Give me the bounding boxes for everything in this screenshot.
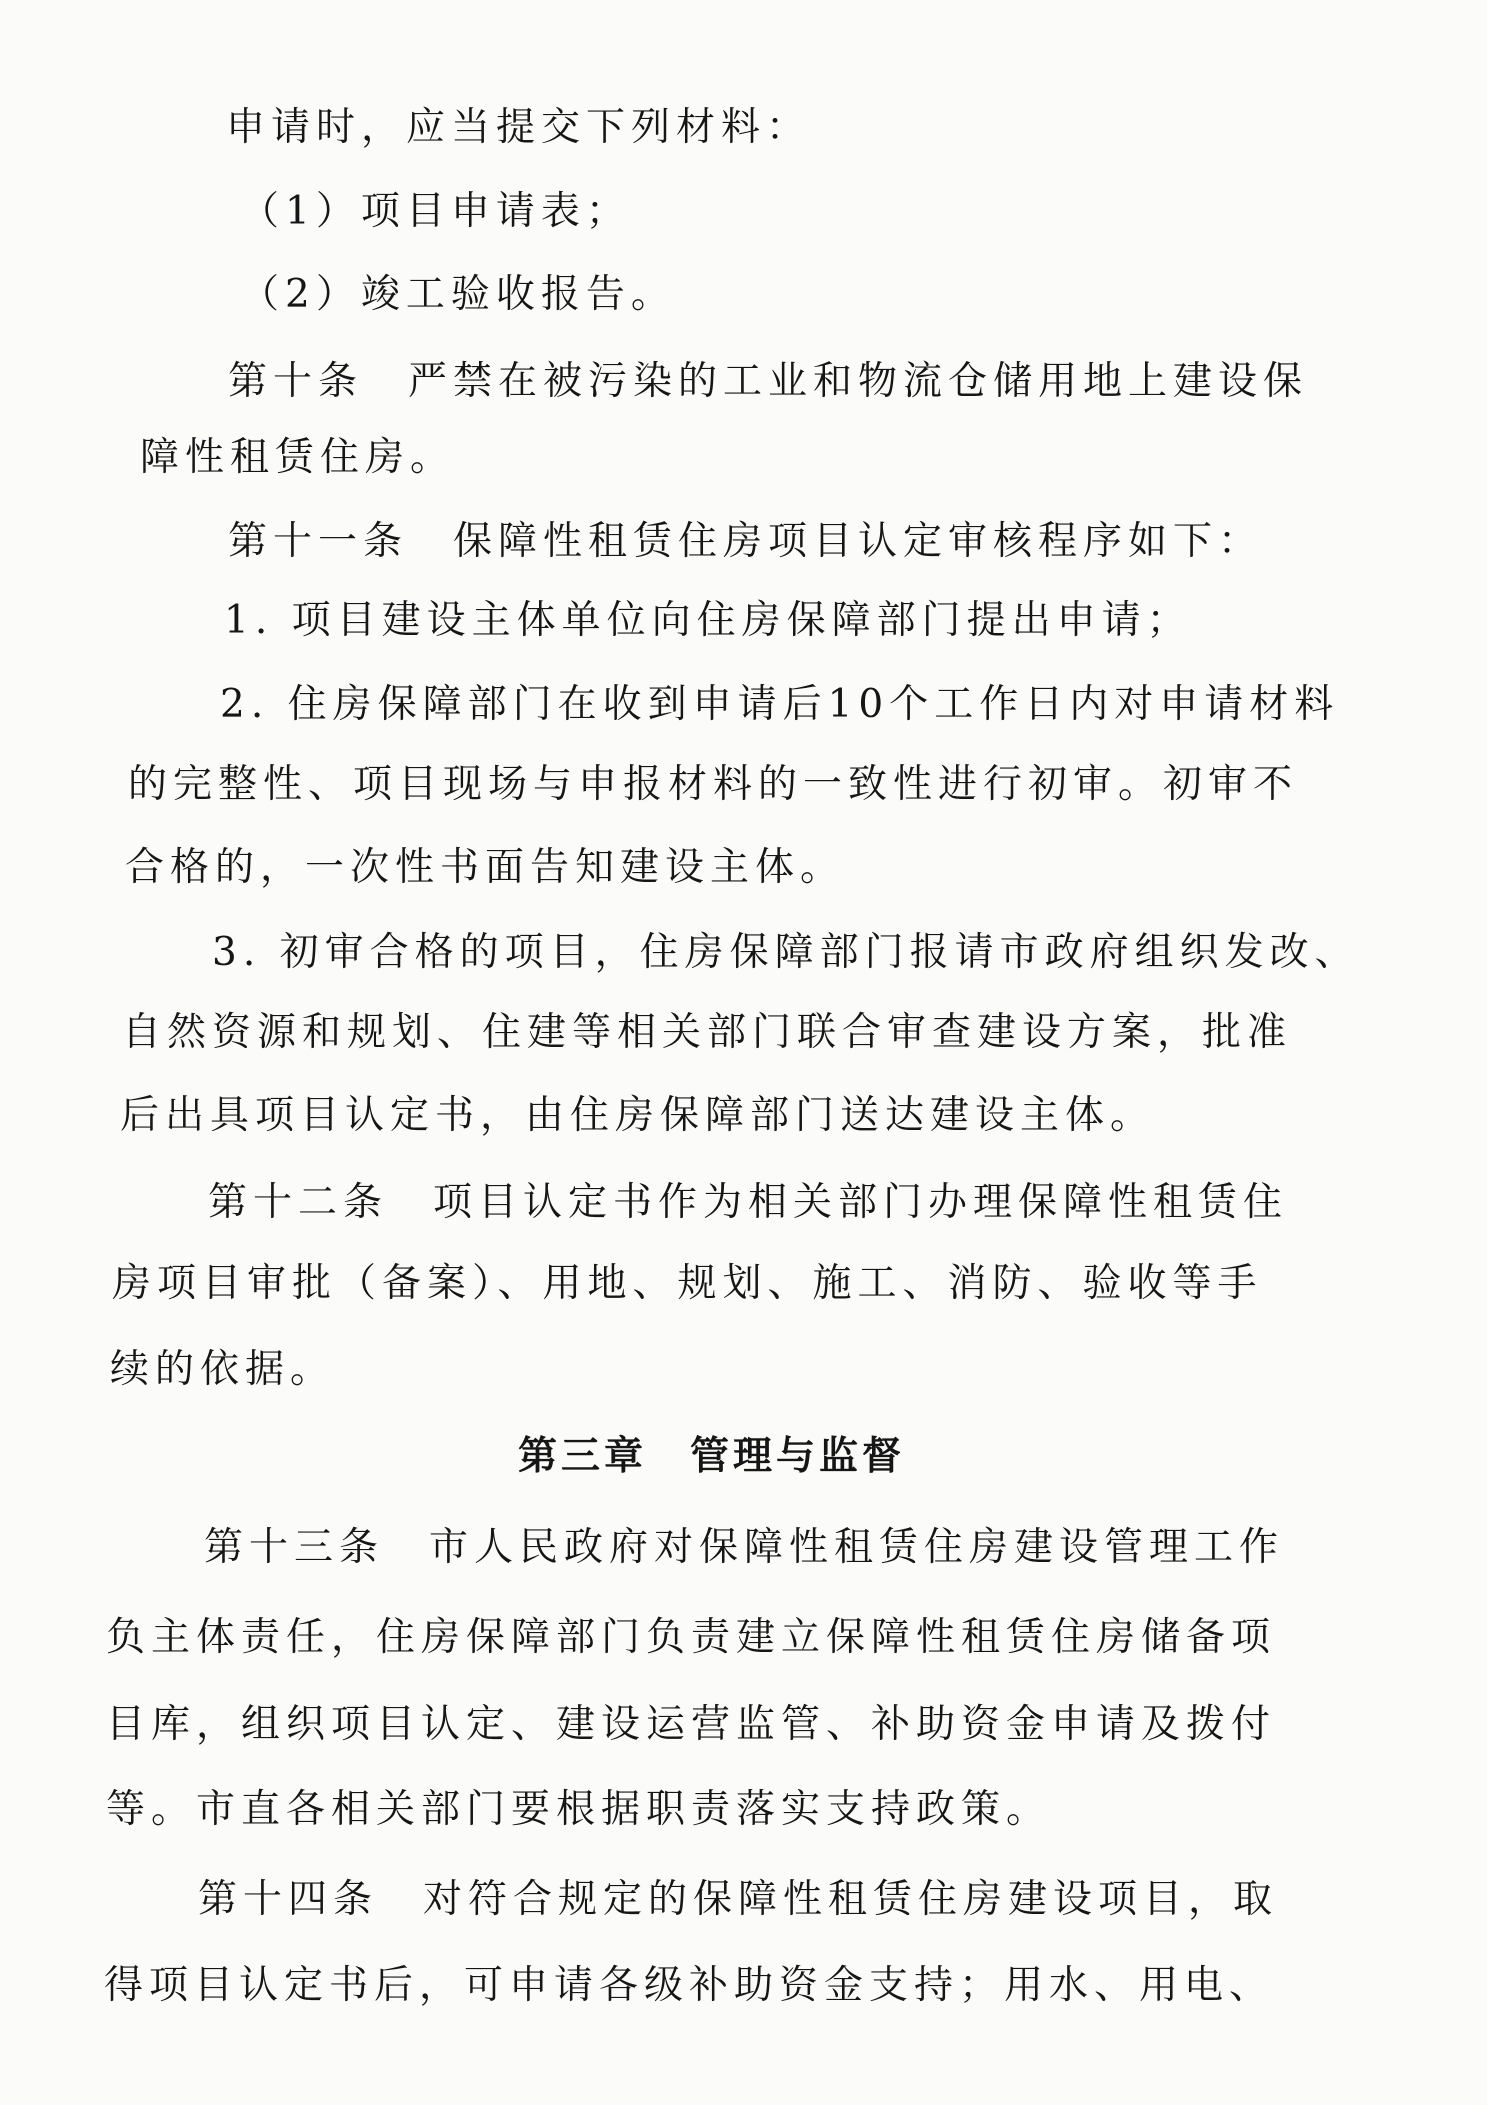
text-line: 的完整性、项目现场与申报材料的一致性进行初审。初审不 bbox=[128, 762, 1299, 807]
list-item: （2）竣工验收报告。 bbox=[240, 272, 676, 317]
text-line: 申请时，应当提交下列材料： bbox=[226, 105, 812, 150]
list-item: （1）项目申请表； bbox=[240, 189, 631, 234]
text-line: 等。市直各相关部门要根据职责落实支持政策。 bbox=[106, 1787, 1052, 1832]
article-paragraph: 第十三条 市人民政府对保障性租赁住房建设管理工作 bbox=[204, 1525, 1285, 1570]
list-item: 3. 初审合格的项目，住房保障部门报请市政府组织发改、 bbox=[212, 930, 1360, 975]
text-line: 负主体责任，住房保障部门负责建立保障性租赁住房储备项 bbox=[106, 1615, 1277, 1660]
article-paragraph: 第十四条 对符合规定的保障性租赁住房建设项目，取 bbox=[198, 1877, 1279, 1922]
list-item: 2. 住房保障部门在收到申请后10个工作日内对申请材料 bbox=[220, 682, 1340, 727]
article-paragraph: 第十二条 项目认定书作为相关部门办理保障性租赁住 bbox=[208, 1180, 1289, 1225]
list-item: 1. 项目建设主体单位向住房保障部门提出申请； bbox=[224, 598, 1192, 643]
text-line: 障性租赁住房。 bbox=[140, 435, 456, 480]
article-paragraph: 第十一条 保障性租赁住房项目认定审核程序如下： bbox=[228, 519, 1264, 564]
chapter-heading: 第三章 管理与监督 bbox=[518, 1433, 906, 1479]
text-line: 目库，组织项目认定、建设运营监管、补助资金申请及拨付 bbox=[106, 1702, 1277, 1747]
text-line: 房项目审批（备案）、用地、规划、施工、消防、验收等手 bbox=[112, 1261, 1263, 1306]
text-line: 自然资源和规划、住建等相关部门联合审查建设方案，批准 bbox=[122, 1010, 1293, 1055]
text-line: 得项目认定书后，可申请各级补助资金支持；用水、用电、 bbox=[104, 1963, 1275, 2008]
text-line: 后出具项目认定书，由住房保障部门送达建设主体。 bbox=[120, 1093, 1156, 1138]
text-line: 续的依据。 bbox=[110, 1347, 336, 1392]
article-paragraph: 第十条 严禁在被污染的工业和物流仓储用地上建设保 bbox=[228, 359, 1309, 404]
text-line: 合格的，一次性书面告知建设主体。 bbox=[125, 845, 846, 890]
